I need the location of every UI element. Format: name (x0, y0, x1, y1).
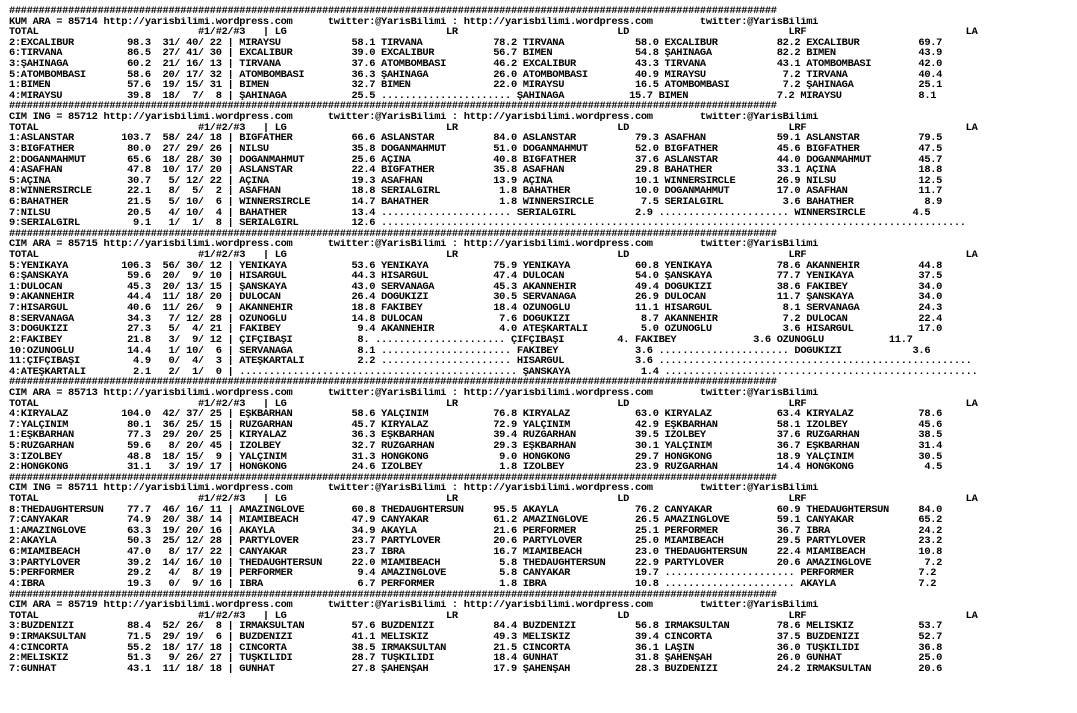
table-row: 5:PERFORMER 29.2 4/ 8/ 19 | PERFORMER 9.4 AMAZINGLOVE 5.8 CANYAKAR 19.7 ...................... PERFORMER 7.2 (9, 568, 937, 579)
table-row: 9:SERIALGIRL 9.1 1/ 1/ 8 | SERIALGIRL 12.6 ................................................................................................... (9, 218, 966, 229)
table-row: 8:WINNERSIRCLE 22.1 8/ 5/ 2 | ASAFHAN 18.8 SERIALGIRL 1.8 BAHATHER 10.0 DOĞANMAHMUT 17.0 ASAFHAN 11.7 (9, 186, 943, 197)
table-row: 8:THEDAUGHTERSUN 77.7 46/ 16/ 11 | AMAZINGLOVE 60.8 THEDAUGHTERSUN 95.5 AKAYLA 76.2 CANYAKAR 60.9 THEDAUGHTERSUN 84.0 (9, 504, 943, 516)
separator-line: ################################################################################################################################## (9, 6, 777, 17)
table-row: 3:IZOLBEY 48.8 18/ 15/ 9 | YALÇINIM 31.3 HONGKONG 9.0 HONGKONG 29.7 HONGKONG 18.9 YALÇINIM 30.5 (9, 451, 943, 463)
table-row: 5:RÜZGARHAN 59.6 8/ 20/ 45 | IZOLBEY 32.7 RÜZGARHAN 29.3 EŞKBARHAN 30.1 YALÇINIM 36.7 EŞKBARHAN 31.4 (9, 440, 943, 452)
table-row: 1:EŞKBARHAN 77.3 29/ 20/ 25 | KIRYALAZ 36.3 EŞKBARHAN 39.4 RÜZGARHAN 39.5 IZOLBEY 37.6 RÜZGARHAN 38.5 (9, 430, 943, 441)
column-header: TOTAL #1/#2/#3 | LG LR LD LRF LA (9, 610, 978, 622)
table-row: 5:YENIKAYA 106.3 56/ 30/ 12 | YENIKAYA 53.6 YENIKAYA 75.9 YENIKAYA 60.8 YENIKAYA 78.6 AKANNEHIR 44.8 (9, 260, 943, 272)
table-row: 3:BIGFATHER 80.0 27/ 29/ 26 | NILSU 35.8 DOĞANMAHMUT 51.0 DOĞANMAHMUT 52.0 BIGFATHER 45.6 BIGFATHER 47.5 (9, 143, 943, 155)
table-row: 8:SERVANAĞA 34.3 7/ 12/ 28 | ÖZÜNOĞLU 14.8 DULOCAN 7.6 DOĞUKIZI 8.7 AKANNEHIR 7.2 DULOCAN 22.4 (9, 313, 943, 325)
column-header: TOTAL #1/#2/#3 | LG LR LD LRF LA (9, 122, 978, 134)
race-header: CIM ING = 85712 http://yarisbilimi.wordpress.com twitter:@YarisBilimi : http://yarisbilimi.wordpress.com twitter:@YarisBilimi (9, 112, 819, 123)
table-row: 5:AÇINA 30.7 5/ 12/ 22 | AÇINA 19.3 ASAFHAN 13.9 AÇINA 10.1 WINNERSIRCLE 26.9 NILSU 12.5 (9, 175, 943, 187)
separator-line: ################################################################################################################################## (9, 472, 777, 484)
separator-line: ################################################################################################################################## (9, 589, 777, 601)
table-row: 1:DULOCAN 45.3 20/ 13/ 15 | ŞANSKAYA 43.0 SERVANAĞA 45.3 AKANNEHIR 49.4 DOĞUKIZI 38.6 FAKIBEY 34.0 (9, 281, 943, 293)
race-header: CIM ING = 85711 http://yarisbilimi.wordpress.com twitter:@YarisBilimi : http://yarisbilimi.wordpress.com twitter:@YarisBilimi (9, 483, 819, 495)
table-row: 11:ÇIFÇIBAŞI 4.9 0/ 4/ 3 | ATEŞKARTALI 2.2 ...................... HISARGÜL 3.6 ..................................................... (9, 356, 972, 367)
table-row: 7:YALÇINIM 80.1 36/ 25/ 15 | RÜZGARHAN 45.7 KIRYALAZ 72.9 YALÇINIM 42.9 EŞKBARHAN 58.1 IZOLBEY 45.6 (9, 419, 943, 431)
table-row: 7:HISARGÜL 40.6 11/ 26/ 9 | AKANNEHIR 18.8 FAKIBEY 18.4 ÖZÜNOĞLU 11.1 HISARGÜL 8.1 SERVANAĞA 24.3 (9, 303, 943, 314)
table-row: 2:MELISKIZ 51.3 9/ 26/ 27 | TUŞKILIDI 28.7 TUŞKILIDI 18.4 GÜNHAT 31.8 ŞAHENŞAH 26.0 GÜNHAT 25.0 (9, 653, 943, 664)
table-row: 3:DOĞUKIZI 27.3 5/ 4/ 21 | FAKIBEY 9.4 AKANNEHIR 4.0 ATEŞKARTALI 5.0 ÖZÜNOĞLU 3.6 HISARGÜL 17.0 (9, 324, 943, 335)
separator-line: ################################################################################################################################## (9, 377, 777, 388)
table-row: 4:ATEŞKARTALI 2.1 2/ 1/ 0 | ............................................... ŞANSKAYA 1.4 ..................................................... (9, 366, 978, 378)
table-row: 2:EXCALIBUR 98.3 31/ 40/ 22 | MIRAYSU 58.1 TIRVANA 78.2 TIRVANA 58.0 EXCALIBUR 82.2 EXCALIBUR 69.7 (9, 37, 943, 49)
table-row: 7:GÜNHAT 43.1 11/ 18/ 18 | GÜNHAT 27.8 ŞAHENŞAH 17.9 ŞAHENŞAH 28.3 BUZDENIZI 24.2 IRMAKSULTAN 20.6 (9, 663, 943, 675)
table-row: 4:ASAFHAN 47.8 10/ 17/ 20 | ASLANSTAR 22.4 BIGFATHER 35.8 ASAFHAN 29.8 BAHATHER 33.1 AÇINA 18.8 (9, 165, 943, 176)
table-row: 2:FAKIBEY 21.8 3/ 9/ 12 | ÇIFÇIBAŞI 8. ...................... ÇIFÇIBAŞI 4. FAKIBEY 3.6 ÖZÜNOĞLU 11.7 (9, 334, 913, 346)
table-row: 6:ŞANSKAYA 59.6 20/ 9/ 10 | HISARGÜL 44.3 HISARGÜL 47.4 DULOCAN 54.0 ŞANSKAYA 77.7 YENIKAYA 37.5 (9, 271, 943, 282)
table-row: 7:CANYAKAR 74.9 20/ 38/ 14 | MIAMIBEACH 47.9 CANYAKAR 61.2 AMAZINGLOVE 26.5 AMAZINGLOVE 59.1 CANYAKAR 65.2 (9, 515, 943, 526)
table-row: 4:IBRA 19.3 0/ 9/ 16 | IBRA 6.7 PERFORMER 1.8 IBRA 10.8 ...................... AKAYLA 7.2 (9, 578, 937, 590)
table-row: 1:AMAZINGLOVE 63.3 19/ 20/ 16 | AKAYLA 34.9 AKAYLA 21.6 PERFORMER 25.1 PERFORMER 36.7 IBRA 24.2 (9, 525, 943, 537)
table-row: 2:DOĞANMAHMUT 65.6 18/ 28/ 30 | DOĞANMAHMUT 25.6 AÇINA 40.8 BIGFATHER 37.6 ASLANSTAR 44.0 DOĞANMAHMUT 45.7 (9, 154, 943, 166)
column-header: TOTAL #1/#2/#3 | LG LR LD LRF LA (9, 494, 978, 505)
column-header: TOTAL #1/#2/#3 | LG LR LD LRF LA (9, 250, 978, 261)
table-row: 3:BUZDENIZI 88.4 52/ 26/ 8 | IRMAKSULTAN 57.6 BUZDENIZI 84.4 BUZDENIZI 56.8 IRMAKSULTAN 78.6 MELISKIZ 53.7 (9, 621, 943, 632)
race-header: CIM ARA = 85719 http://yarisbilimi.wordpress.com twitter:@YarisBilimi : http://yarisbilimi.wordpress.com twitter:@YarisBilimi (9, 600, 819, 611)
table-row: 6:MIAMIBEACH 47.0 8/ 17/ 22 | CANYAKAR 23.7 IBRA 16.7 MIAMIBEACH 23.0 THEDAUGHTERSUN 22.4 MIAMIBEACH 10.8 (9, 547, 943, 558)
table-row: 1:ASLANSTAR 103.7 58/ 24/ 18 | BIGFATHER 66.6 ASLANSTAR 84.0 ASLANSTAR 79.3 ASAFHAN 59.1 ASLANSTAR 79.5 (9, 133, 943, 144)
results-sheet (9, 6, 1075, 674)
column-header: TOTAL #1/#2/#3 | LG LR LD LRF LA (9, 398, 978, 410)
table-row: 9:IRMAKSULTAN 71.5 29/ 19/ 6 | BUZDENIZI 41.1 MELISKIZ 49.3 MELISKIZ 39.4 CINCORTA 37.5 BUZDENIZI 52.7 (9, 631, 943, 643)
table-row: 9:AKANNEHIR 44.4 11/ 18/ 20 | DULOCAN 26.4 DOĞUKIZI 30.5 SERVANAĞA 26.9 DULOCAN 11.7 ŞANSKAYA 34.0 (9, 292, 943, 304)
table-row: 7:NILSU 20.5 4/ 10/ 4 | BAHATHER 13.4 ...................... SERIALGIRL 2.9 ...................... WINNERSIRCLE 4.5 (9, 207, 931, 219)
table-row: 6:BAHATHER 21.5 5/ 10/ 6 | WINNERSIRCLE 14.7 BAHATHER 1.8 WINNERSIRCLE 7.5 SERIALGIRL 3.6 BAHATHER 8.9 (9, 196, 943, 208)
table-row: 10:ÖZÜNOĞLU 14.4 1/ 10/ 6 | SERVANAĞA 8.1 ...................... FAKIBEY 3.6 ...................... DOĞUKIZI 3.6 (9, 345, 931, 357)
race-header: CIM ARA = 85715 http://yarisbilimi.wordpress.com twitter:@YarisBilimi : http://yarisbilimi.wordpress.com twitter:@YarisBilimi (9, 239, 819, 251)
table-row: 1:BIMEN 57.6 19/ 15/ 31 | BIMEN 32.7 BIMEN 22.0 MIRAYSU 16.5 ATOMBOMBASI 7.2 ŞAHINAĞA 25.1 (9, 80, 943, 91)
column-header: TOTAL #1/#2/#3 | LG LR LD LRF LA (9, 27, 978, 38)
table-row: 5:ATOMBOMBASI 58.6 20/ 17/ 32 | ATOMBOMBASI 36.3 ŞAHINAĞA 26.0 ATOMBOMBASI 40.9 MIRAYSU 7.2 TIRVANA 40.4 (9, 69, 943, 81)
table-row: 4:CINCORTA 55.2 18/ 17/ 18 | CINCORTA 38.5 IRMAKSULTAN 21.5 CINCORTA 36.1 LAŞIN 36.0 TUŞKILIDI 36.8 (9, 642, 943, 654)
table-row: 4:KIRYALAZ 104.0 42/ 37/ 25 | EŞKBARHAN 58.6 YALÇINIM 76.8 KIRYALAZ 63.0 KIRYALAZ 63.4 KIRYALAZ 78.6 (9, 409, 943, 420)
table-row: 6:TIRVANA 86.5 27/ 41/ 30 | EXCALIBUR 39.0 EXCALIBUR 56.7 BIMEN 54.8 ŞAHINAĞA 82.2 BIMEN 43.9 (9, 48, 943, 60)
table-row: 4:MIRAYSU 39.8 18/ 7/ 8 | ŞAHINAĞA 25.5 ...................... ŞAHINAĞA 15.7 BIMEN 7.2 MIRAYSU 8.1 (9, 90, 937, 102)
race-header: KUM ARA = 85714 http://yarisbilimi.wordpress.com twitter:@YarisBilimi : http://yarisbilimi.wordpress.com twitter:@YarisBilimi (9, 16, 819, 28)
table-row: 3:PARTYLOVER 39.2 14/ 16/ 10 | THEDAUGHTERSUN 22.0 MIAMIBEACH 5.8 THEDAUGHTERSUN 22.9 PARTYLOVER 20.6 AMAZINGLOVE 7.2 (9, 557, 943, 569)
table-row: 2:HONGKONG 31.1 3/ 19/ 17 | HONGKONG 24.6 IZOLBEY 1.8 IZOLBEY 23.9 RÜZGARHAN 14.4 HONGKONG 4.5 (9, 462, 943, 473)
table-row: 3:ŞAHINAĞA 60.2 21/ 16/ 13 | TIRVANA 37.6 ATOMBOMBASI 46.2 EXCALIBUR 43.3 TIRVANA 43.1 ATOMBOMBASI 42.0 (9, 59, 943, 70)
table-row: 2:AKAYLA 50.3 25/ 12/ 28 | PARTYLOVER 23.7 PARTYLOVER 20.6 PARTYLOVER 25.0 MIAMIBEACH 29.5 PARTYLOVER 23.2 (9, 536, 943, 548)
separator-line: ################################################################################################################################## (9, 101, 777, 113)
race-header: CIM ARA = 85713 http://yarisbilimi.wordpress.com twitter:@YarisBilimi : http://yarisbilimi.wordpress.com twitter:@YarisBilimi (9, 387, 819, 399)
separator-line: ################################################################################################################################## (9, 228, 777, 240)
